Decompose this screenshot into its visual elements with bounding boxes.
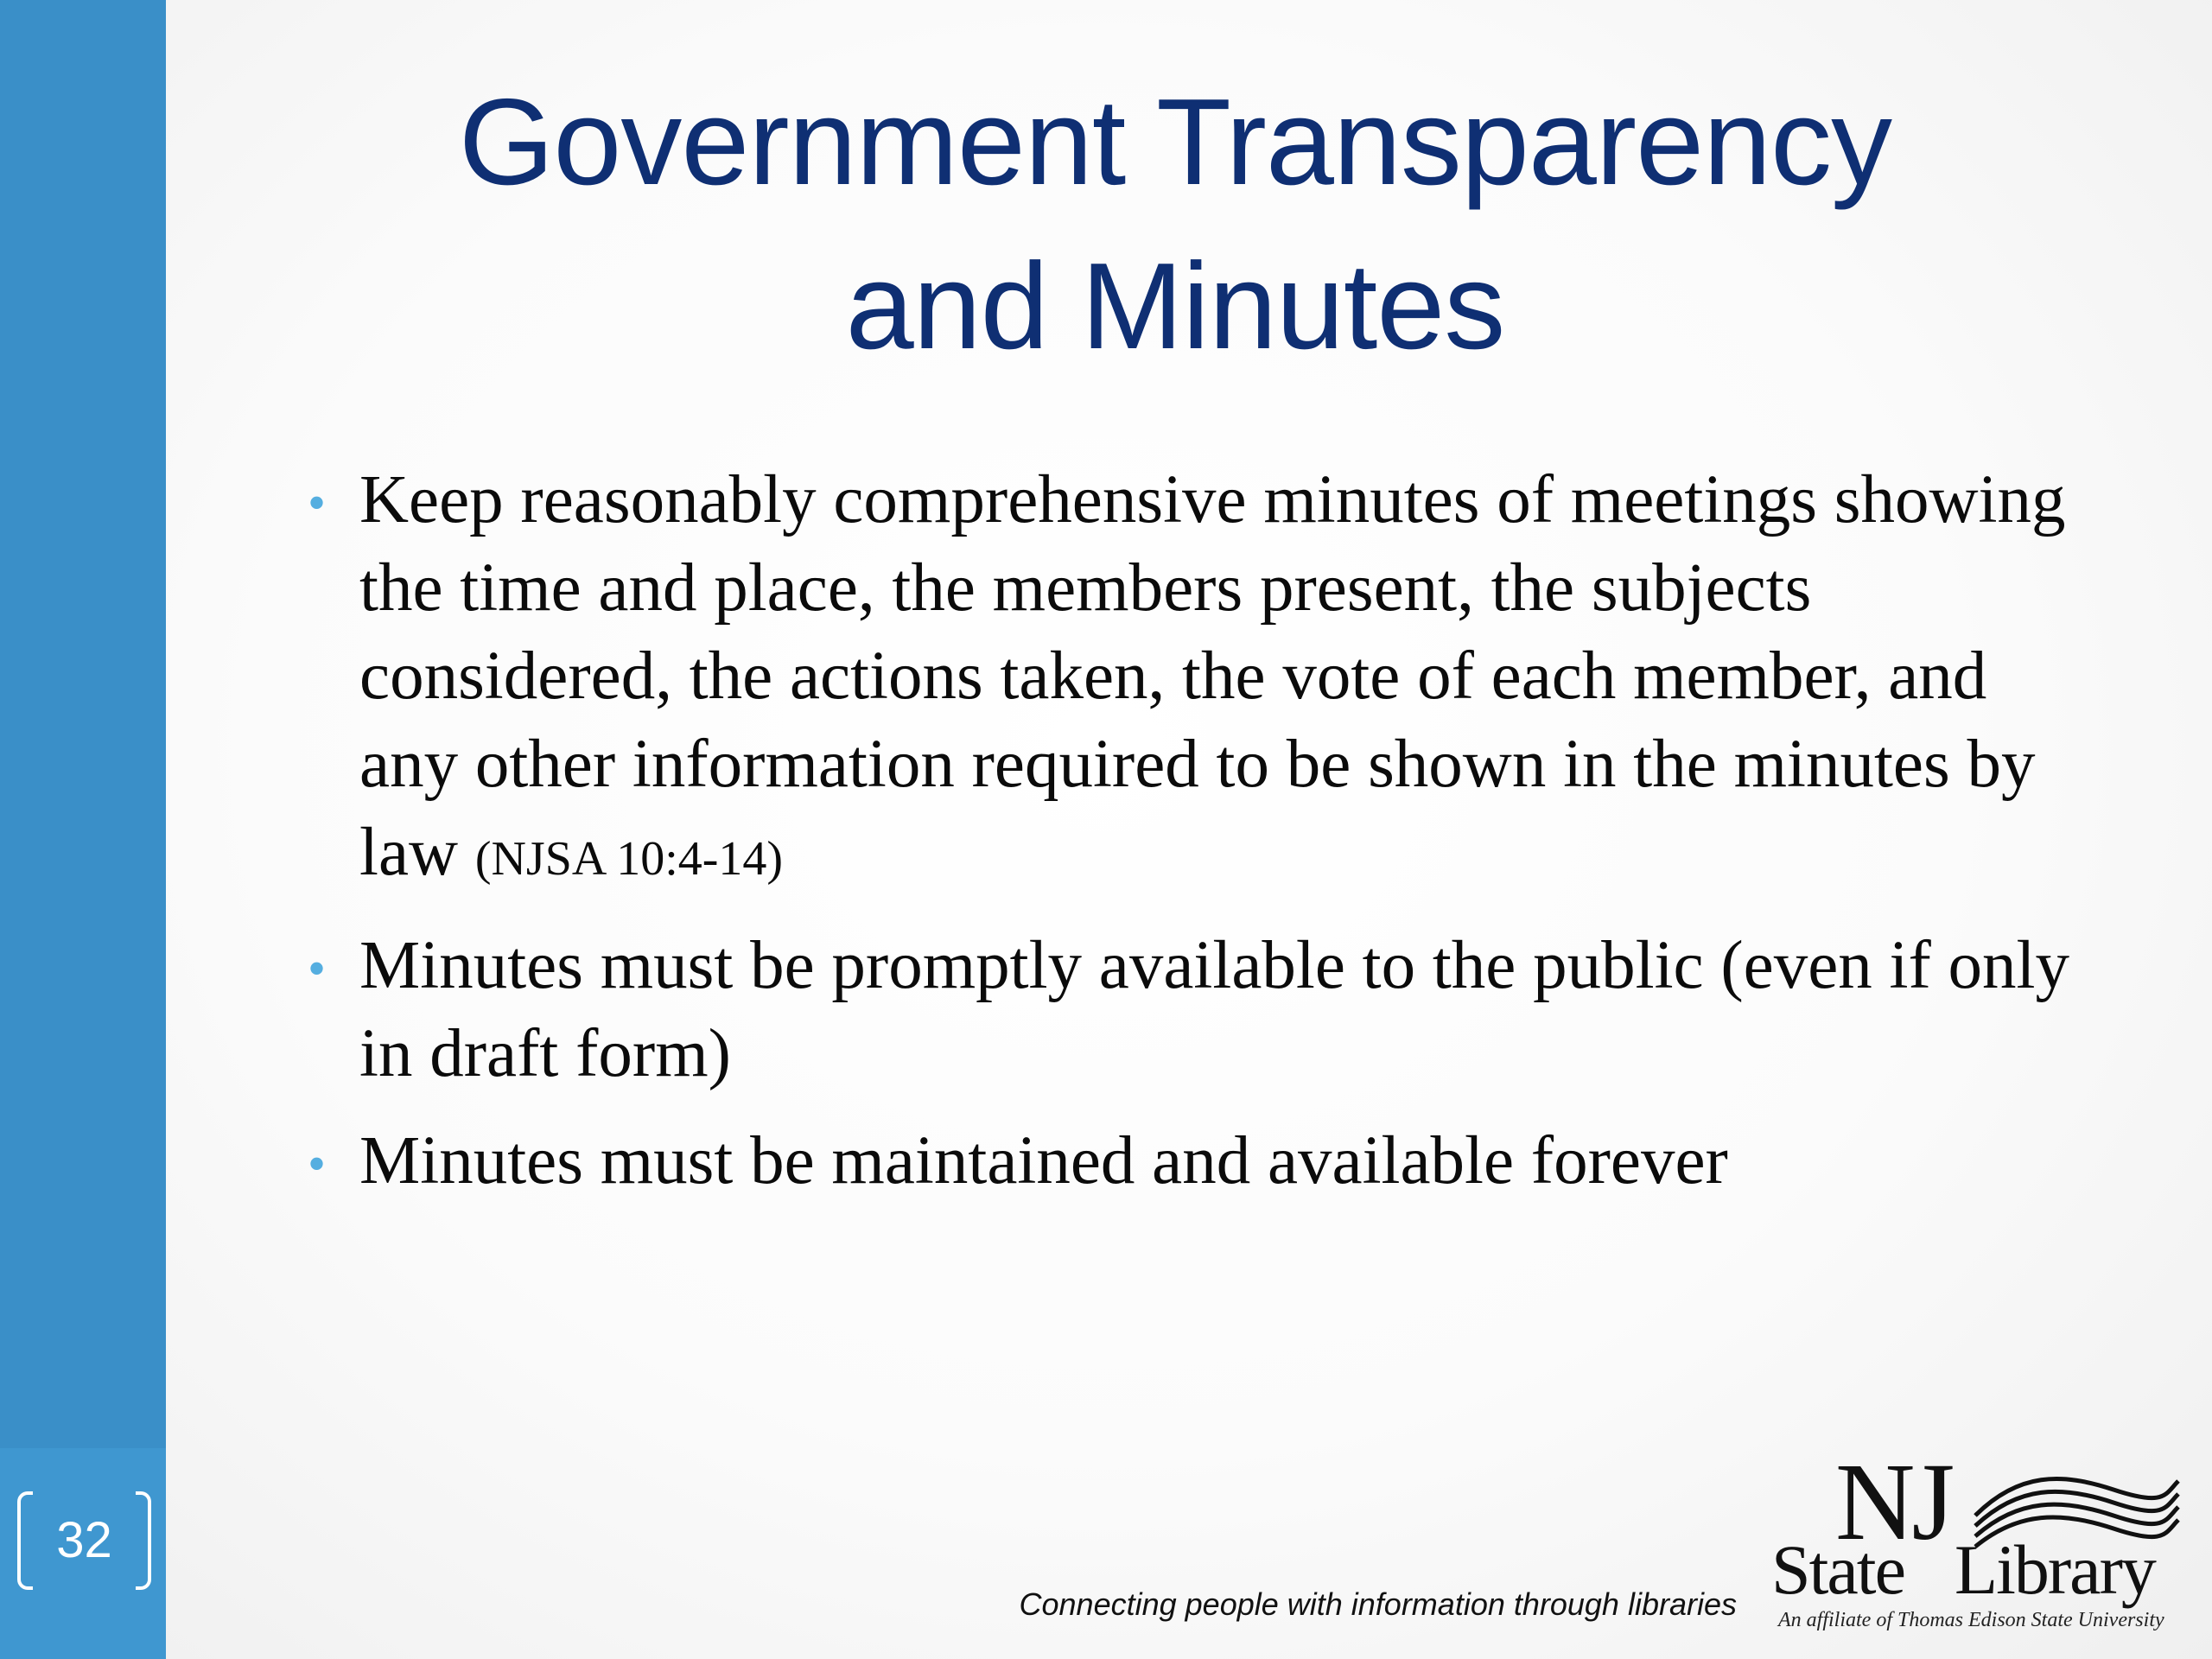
footer-tagline: Connecting people with information through libraries — [1019, 1586, 1737, 1622]
slide-title-line-2: and Minutes — [845, 238, 1505, 375]
logo-state-text: State — [1771, 1530, 1904, 1609]
bullet-item — [302, 1117, 2100, 1205]
slide-title-line-1: Government Transparency — [458, 73, 1892, 211]
bullet-item — [302, 456, 2100, 903]
bullet-icon: • — [308, 1135, 327, 1192]
bullet-text: Minutes must be promptly available to the public (even if only in draft form) — [359, 928, 2069, 1091]
bullet-citation: (NJSA 10:4-14) — [474, 832, 784, 886]
logo-nj-text: NJ — [1835, 1440, 1952, 1563]
bullet-text: Minutes must be maintained and available forever — [359, 1123, 1728, 1198]
bullet-icon: • — [308, 474, 327, 531]
bullet-icon: • — [308, 940, 327, 997]
logo-affiliate-text: An affiliate of Thomas Edison State University — [1778, 1609, 2164, 1631]
sidebar-accent-bar — [0, 0, 166, 1659]
slide-number-badge — [17, 1491, 151, 1593]
nj-state-library-logo — [1771, 1440, 2169, 1642]
bullet-text: Keep reasonably comprehensive minutes of meetings showing the time and place, the members present, the subjects considered, the actions taken, the vote of each member, and any other information required to be shown in the minutes by law — [359, 462, 2066, 890]
bullet-item — [302, 922, 2100, 1098]
slide-title — [259, 60, 2091, 389]
bullet-list — [302, 456, 2100, 1224]
logo-library-text: Library — [1955, 1530, 2155, 1609]
slide-number: 32 — [56, 1512, 112, 1568]
